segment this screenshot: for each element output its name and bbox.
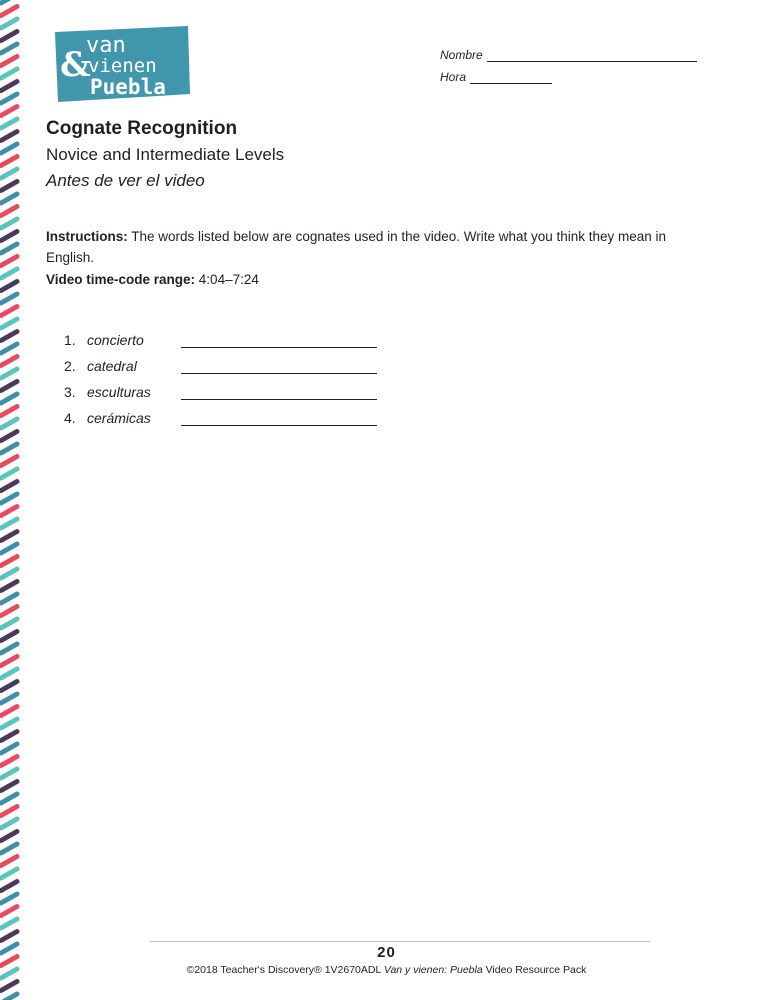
stripe-segment <box>1 57 17 66</box>
answer-line[interactable] <box>181 411 377 426</box>
stripe-segment <box>1 882 17 891</box>
cognate-word: concierto <box>87 332 144 348</box>
hour-line[interactable] <box>470 71 552 84</box>
level-subtitle: Novice and Intermediate Levels <box>46 145 285 164</box>
logo-text-vienen: vienen <box>88 55 157 77</box>
stripe-segment <box>1 32 17 41</box>
stripe-segment <box>1 619 17 628</box>
stripe-segment <box>1 932 17 941</box>
stripe-segment <box>1 382 17 391</box>
copyright-text: ©2018 Teacher's Discovery® 1V2670ADL <box>186 964 384 976</box>
list-item <box>64 374 377 400</box>
stripe-segment <box>1 832 17 841</box>
stripe-segment <box>1 407 17 416</box>
stripe-segment <box>1 707 17 716</box>
page-title: Cognate Recognition <box>46 118 238 139</box>
name-field[interactable] <box>440 40 697 62</box>
activity-subtitle: Antes de ver el video <box>46 171 205 190</box>
logo-ampersand: & <box>60 45 91 85</box>
stripe-segment <box>1 757 17 766</box>
stripe-segment <box>1 669 17 678</box>
answer-line[interactable] <box>181 359 377 374</box>
stripe-segment <box>1 719 17 728</box>
footer-suffix: Video Resource Pack <box>482 964 587 976</box>
stripe-segment <box>1 182 17 191</box>
footer-copyright <box>0 964 773 976</box>
stripe-segment <box>1 194 17 203</box>
stripe-segment <box>1 482 17 491</box>
stripe-segment <box>1 307 17 316</box>
cognate-word: cerámicas <box>87 410 151 426</box>
stripe-segment <box>1 644 17 653</box>
stripe-segment <box>1 369 17 378</box>
list-item <box>64 400 377 426</box>
stripe-segment <box>1 632 17 641</box>
item-number: 1. <box>64 332 76 348</box>
stripe-segment <box>1 982 17 991</box>
stripe-segment <box>1 994 17 1000</box>
stripe-segment <box>1 657 17 666</box>
stripe-segment <box>1 344 17 353</box>
stripe-segment <box>1 519 17 528</box>
cognate-list <box>64 322 377 426</box>
stripe-segment <box>1 0 17 3</box>
stripe-segment <box>1 457 17 466</box>
stripe-segment <box>1 857 17 866</box>
name-line[interactable] <box>487 49 697 62</box>
stripe-segment <box>1 444 17 453</box>
stripe-segment <box>1 144 17 153</box>
name-label: Nombre <box>440 48 483 62</box>
instructions-paragraph <box>46 226 696 268</box>
item-number: 4. <box>64 410 76 426</box>
stripe-segment <box>1 582 17 591</box>
stripe-segment <box>1 594 17 603</box>
page-number: 20 <box>377 944 396 961</box>
item-number: 2. <box>64 358 76 374</box>
stripe-segment <box>1 107 17 116</box>
stripe-segment <box>1 682 17 691</box>
stripe-segment <box>1 744 17 753</box>
stripe-segment <box>1 694 17 703</box>
stripe-segment <box>1 232 17 241</box>
stripe-segment <box>1 132 17 141</box>
decorative-stripe-border <box>0 0 22 1000</box>
answer-line[interactable] <box>181 333 377 348</box>
product-title: Van y vienen: Puebla <box>383 964 483 976</box>
stripe-segment <box>1 494 17 503</box>
stripe-segment <box>1 532 17 541</box>
stripe-segment <box>1 357 17 366</box>
stripe-segment <box>1 819 17 828</box>
list-item <box>64 348 377 374</box>
stripe-segment <box>1 119 17 128</box>
stripe-segment <box>1 569 17 578</box>
logo-text-puebla: Puebla <box>90 75 166 99</box>
student-info-fields <box>440 40 697 84</box>
stripe-segment <box>1 869 17 878</box>
stripe-segment <box>1 282 17 291</box>
stripe-segment <box>1 244 17 253</box>
stripe-segment <box>1 44 17 53</box>
timecode-label: Video time-code range: <box>46 272 196 287</box>
stripe-segment <box>1 82 17 91</box>
hour-field[interactable] <box>440 62 697 84</box>
stripe-segment <box>1 894 17 903</box>
cognate-word: esculturas <box>87 384 151 400</box>
stripe-segment <box>1 769 17 778</box>
stripe-segment <box>1 807 17 816</box>
stripe-segment <box>1 69 17 78</box>
stripe-segment <box>1 919 17 928</box>
instructions-text: The words listed below are cognates used in the video. Write what you think they mean in English. <box>46 229 667 265</box>
stripe-segment <box>1 794 17 803</box>
stripe-segment <box>1 219 17 228</box>
stripe-segment <box>1 907 17 916</box>
stripe-segment <box>1 469 17 478</box>
cognate-word: catedral <box>87 358 137 374</box>
stripe-segment <box>1 294 17 303</box>
hour-label: Hora <box>440 70 467 84</box>
instructions-label: Instructions: <box>46 229 128 244</box>
timecode-range <box>46 272 259 287</box>
logo-text-van: van <box>86 33 126 58</box>
stripe-segment <box>1 394 17 403</box>
stripe-segment <box>1 544 17 553</box>
stripe-segment <box>1 607 17 616</box>
stripe-segment <box>1 332 17 341</box>
stripe-segment <box>1 507 17 516</box>
stripe-segment <box>1 269 17 278</box>
stripe-segment <box>1 169 17 178</box>
stripe-segment <box>1 432 17 441</box>
stripe-segment <box>1 94 17 103</box>
answer-line[interactable] <box>181 385 377 400</box>
stripe-segment <box>1 157 17 166</box>
stripe-segment <box>1 207 17 216</box>
stripe-segment <box>1 257 17 266</box>
stripe-segment <box>1 557 17 566</box>
stripe-segment <box>1 7 17 16</box>
stripe-segment <box>1 782 17 791</box>
list-item <box>64 322 377 348</box>
van-y-vienen-puebla-logo <box>52 24 192 104</box>
item-number: 3. <box>64 384 76 400</box>
stripe-segment <box>1 419 17 428</box>
timecode-value: 4:04–7:24 <box>195 272 259 287</box>
stripe-segment <box>1 732 17 741</box>
stripe-segment <box>1 844 17 853</box>
footer-divider <box>150 941 650 942</box>
stripe-segment <box>1 19 17 28</box>
stripe-segment <box>1 319 17 328</box>
